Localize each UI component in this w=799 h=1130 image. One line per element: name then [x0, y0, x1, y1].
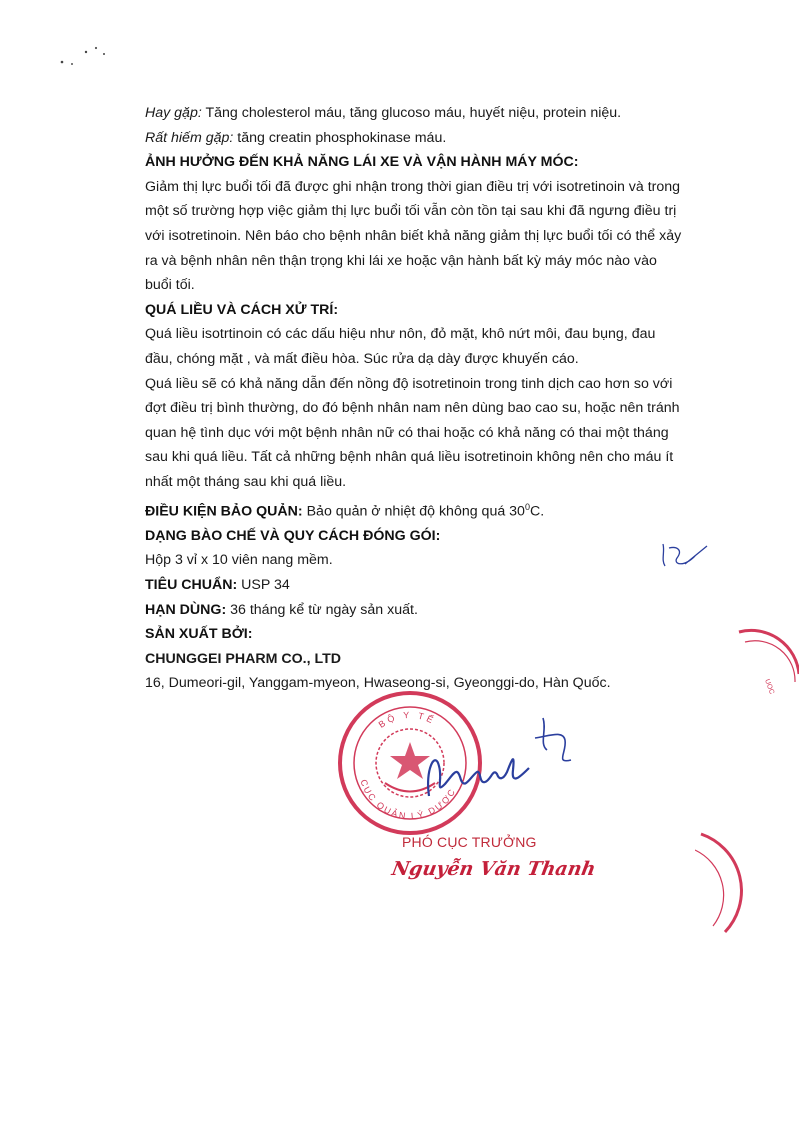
- standard-heading: TIÊU CHUẨN:: [145, 577, 238, 594]
- driving-line-4: ra và bệnh nhân nên thận trọng khi lái xe hoặc vận hành bất kỳ máy móc nào vào: [145, 252, 657, 269]
- storage-text: Bảo quản ở nhiệt độ không quá 30: [302, 503, 525, 520]
- standard-line: [145, 573, 705, 598]
- form-heading: DẠNG BÀO CHẾ VÀ QUY CÁCH ĐÓNG GÓI:: [145, 527, 441, 544]
- overdose-line-3: Quá liều sẽ có khả năng dẫn đến nồng độ isotretinoin trong tinh dịch cao hơn so với: [145, 375, 673, 392]
- overdose-line-4: đợt điều trị bình thường, do đó bệnh nhân nam nên dùng bao cao su, hoặc nên tránh: [145, 400, 680, 417]
- overdose-line-1: Quá liều isotrtinoin có các dấu hiệu như nôn, đỏ mặt, khô nứt môi, đau bụng, đau: [145, 326, 656, 343]
- leaflet-text: [145, 101, 705, 696]
- overdose-line-6: sau khi quá liều. Tất cả những bệnh nhân quá liều isotretinoin không nên cho máu ít: [145, 449, 674, 466]
- manufacturer-name: CHUNGGEI PHARM CO., LTD: [145, 650, 341, 667]
- rare-label: Rất hiếm gặp:: [145, 129, 234, 146]
- expiry-text: 36 tháng kể từ ngày sản xuất.: [226, 601, 418, 618]
- handwritten-signature-icon: [415, 710, 595, 800]
- rare-effects-line: [145, 126, 705, 151]
- common-label: Hay gặp:: [145, 105, 202, 121]
- driving-heading: ẢNH HƯỞNG ĐẾN KHẢ NĂNG LÁI XE VÀ VẬN HÀNH MÁY MÓC:: [145, 154, 579, 171]
- driving-line-2: một số trường hợp việc giảm thị lực buổi tối vẫn còn tồn tại sau khi đã ngưng điều trị: [145, 203, 677, 220]
- signatory-title: PHÓ CỤC TRƯỞNG: [402, 834, 537, 850]
- overdose-line-2: đầu, chóng mặt , và mất điều hòa. Súc rửa dạ dày được khuyến cáo.: [145, 350, 579, 367]
- driving-line-3: với isotretinoin. Nên báo cho bệnh nhân biết khả năng giảm thị lực buổi tối có thể xảy: [145, 227, 682, 244]
- storage-unit: C.: [529, 503, 545, 520]
- expiry-line: [145, 598, 705, 623]
- scan-specks: [58, 44, 118, 74]
- common-effects-line: [145, 101, 705, 126]
- edge-stamp-upper-icon: [735, 628, 799, 718]
- driving-line-5: buổi tối.: [145, 277, 195, 294]
- common-text: Tăng cholesterol máu, tăng glucoso máu, huyết niệu, protein niệu.: [201, 105, 622, 121]
- margin-initials-icon: [655, 538, 715, 578]
- stamp-top-text: BỘ Y TẾ: [376, 709, 438, 730]
- standard-text: USP 34: [237, 577, 290, 594]
- form-text: Hộp 3 vỉ x 10 viên nang mềm.: [145, 552, 333, 569]
- expiry-heading: HẠN DÙNG:: [145, 601, 227, 618]
- overdose-line-5: quan hệ tình dục với một bệnh nhân nữ có thai hoặc có khả năng có thai một tháng: [145, 424, 669, 441]
- signatory-name: Nguyễn Văn Thanh: [390, 858, 598, 880]
- svg-text:UOC: UOC: [763, 678, 776, 696]
- driving-line-1: Giảm thị lực buổi tối đã được ghi nhận trong thời gian điều trị với isotretinoin và trong: [145, 178, 681, 195]
- storage-heading: ĐIỀU KIỆN BẢO QUẢN:: [145, 503, 303, 520]
- manufacturer-address: 16, Dumeori-gil, Yanggam-myeon, Hwaseong-si, Gyeonggi-do, Hàn Quốc.: [145, 675, 611, 692]
- manufacturer-heading: SẢN XUẤT BỞI:: [145, 626, 253, 643]
- rare-text: tăng creatin phosphokinase máu.: [233, 129, 447, 146]
- overdose-heading: QUÁ LIỀU VÀ CÁCH XỬ TRÍ:: [145, 301, 339, 318]
- edge-stamp-lower-icon: [695, 828, 799, 938]
- stamp-bottom-text: CỤC QUẢN LÝ DƯỢC: [358, 778, 458, 822]
- overdose-line-7: nhất một tháng sau khi quá liều.: [145, 473, 347, 490]
- storage-line: [145, 495, 705, 524]
- storage-sup: 0: [524, 501, 530, 512]
